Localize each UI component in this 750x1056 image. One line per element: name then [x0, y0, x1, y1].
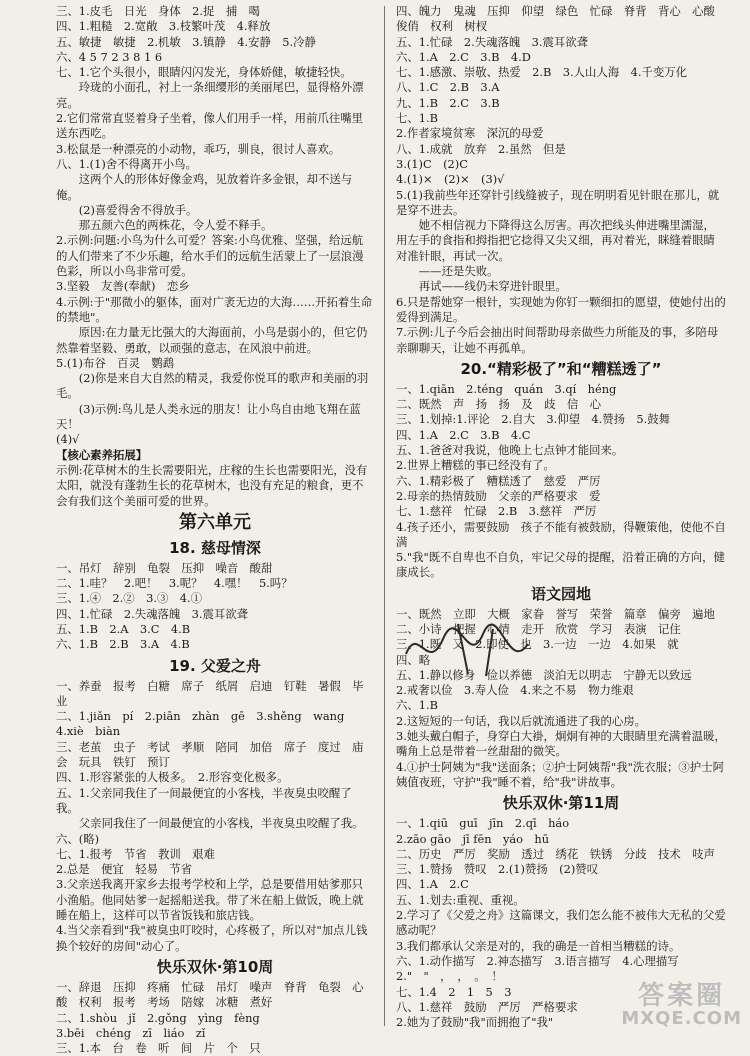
unit-title: 第六单元: [179, 511, 251, 533]
answer-line: 一、1.qiān 2.téng quán 3.qí héng: [396, 381, 617, 396]
lesson-20-answers: [396, 382, 726, 581]
answer-line: 4.示例:于"那微小的躯体，面对广袤无边的大海……开拓着生命的禁地"。: [56, 294, 373, 324]
answer-line: 2.世界上糟糕的事已经没有了。: [396, 458, 555, 473]
answer-line: 2." " ， ， 。 ！: [396, 969, 503, 984]
answer-line: (2)你是来自大自然的精灵，我爱你悦耳的歌声和美丽的羽毛。: [56, 371, 369, 401]
answer-line: 2.这短短的一句话，我以后就流通进了我的心房。: [396, 713, 647, 728]
answer-line: 3.bēi chéng zī liáo zǐ: [56, 1025, 206, 1040]
answer-line: 2.母亲的热情鼓励 父亲的严格要求 爱: [396, 488, 601, 503]
answer-line: 2.她为了鼓励"我"而拥抱了"我": [396, 1015, 554, 1030]
answer-line: 2.作者家境贫寒 深沉的母爱: [396, 126, 544, 141]
answer-line: 那五颜六色的两株花，令人爱不释手。: [56, 218, 273, 233]
lesson-18-answers: [56, 561, 374, 653]
answer-line: 7.示例:儿子今后会抽出时间帮助母亲做些力所能及的事，多陪母亲聊聊天，让她不再孤单。: [396, 325, 719, 355]
answer-line: 四、1.忙碌 2.失魂落魄 3.震耳欲聋: [56, 606, 249, 621]
answer-line: 五、1.划去:重视、重视。: [396, 892, 525, 907]
lesson-18-title: 18. 慈母情深: [169, 538, 261, 557]
answer-line: (4)√: [56, 432, 80, 447]
answer-line: 再试——线仍未穿进针眼里。: [396, 279, 567, 294]
answer-line: 3.松鼠是一种漂亮的小动物，乖巧，驯良，很讨人喜欢。: [56, 141, 341, 156]
answer-line: 3.(1)C (2)C: [396, 156, 468, 171]
answer-line: 3.她头戴白帽子，身穿白大褂，炯炯有神的大眼睛里充满着温暖，嘴角上总是带着一丝甜甜的微笑。: [396, 729, 726, 759]
answer-line: 4.(1)× (2)× (3)√: [396, 172, 505, 187]
answer-line: 一、辞退 压抑 疼痛 忙碌 吊灯 噪声 脊背 龟裂 心酸 权利 报考 考场 陪嫁 冰糖 煮好: [56, 979, 364, 1010]
answer-line: 2.总是 便宜 轻易 节省: [56, 862, 193, 877]
lesson-19-title: 19. 父爱之舟: [169, 656, 261, 675]
answer-line: 2.学习了《父爱之舟》这篇课文，我们怎么能不被伟大无私的父爱感动呢？: [396, 908, 726, 938]
answer-line: 5."我"既不自卑也不自负，牢记父母的提醒，沿着正确的方向，健康成长。: [396, 550, 725, 580]
answer-line: 八、1.慈祥 鼓励 严厉 严格要求: [396, 999, 578, 1014]
answer-line: 三、1.划掉:1.评论 2.自大 3.仰望 4.赞扬 5.鼓舞: [396, 412, 671, 427]
right-column: [396, 4, 726, 1030]
answer-line: 三、1.本 台 卷 听 间 片 个 只: [56, 1041, 261, 1056]
watermark-logo: [621, 980, 742, 1029]
answer-line: 四、1.A 2.C 3.B 4.C: [396, 427, 531, 442]
answer-line: 六、1.精彩极了 糟糕透了 慈爱 严厉: [396, 473, 601, 488]
answer-line: 六、(略): [56, 831, 100, 846]
answer-line: 六、1.B: [396, 698, 439, 713]
answer-line: 5.(1)我前些年还穿针引线缝被子，现在明明看见针眼在那儿，就是穿不进去。: [396, 187, 720, 217]
answer-line: 四、略: [396, 652, 431, 667]
answer-line: 二、小诗 把握 心情 走开 欣赏 学习 表演 记住: [396, 621, 681, 636]
answer-line: 示例:花草树木的生长需要阳光，庄稼的生长也需要阳光，没有太阳，就没有蓬勃生长的花草树木，也没有充足的粮食，更不会有我们这个美丽可爱的世界。: [56, 462, 368, 508]
answer-line: 三、1.皮毛 日光 身体 2.捉 捕 喝: [56, 4, 260, 18]
answer-line: 二、既然 声 扬 扬 及 歧 信 心: [396, 397, 602, 412]
answer-line: 这两个人的形体好像金鸡，见放着许多金银，却不送与俺。: [56, 172, 353, 202]
answer-line: 七、1.感激、崇敬、热爱 2.B 3.人山人海 4.千变万化: [396, 65, 688, 80]
answer-line: 五、1.父亲同我住了一间最便宜的小客栈，半夜臭虫咬醒了我。: [56, 785, 352, 815]
answer-line: 一、既然 立即 大概 家眷 誉写 荣誉 篇章 偏旁 遍地: [396, 606, 715, 621]
answer-line: 七、1.B: [396, 111, 439, 126]
answer-line: 四、1.A 2.C: [396, 877, 469, 892]
answer-line: 2.它们常常直竖着身子坐着，像人们用手一样，用前爪往嘴里送东西吃。: [56, 111, 364, 141]
answer-line: 玲珑的小面孔，衬上一条细缨形的美丽尾巴，显得格外漂亮。: [56, 80, 364, 110]
core-literacy-body: [56, 463, 374, 509]
answer-line: ——还是失败。: [396, 264, 499, 279]
week-11-title: 快乐双休·第11周: [502, 794, 620, 813]
answer-line: 5.(1)布谷 百灵 鹦鹉: [56, 355, 175, 370]
answer-line: 二、1.哇？ 2.吧！ 3.呢？ 4.嘿！ 5.吗？: [56, 576, 293, 591]
handwritten-scribble: [398, 614, 548, 684]
answer-line: 她不相信视力下降得这么厉害。再次把线头伸进嘴里濡湿，用左手的食指和拇指把它捻得又尖又细，再对着光，眯缝着眼睛对准针眼，再试一次。: [396, 218, 715, 263]
answer-line: 4.①护士阿姨为"我"送面条；②护士阿姨帮"我"洗衣服；③护士阿姨值夜班，守护"我"睡不着，给"我"讲故事。: [396, 759, 724, 789]
week-10-answers: [56, 980, 374, 1056]
answer-line: 四、魄力 鬼魂 压抑 仰望 绿色 忙碌 脊背 背心 心酸 俊俏 权利 树杈: [396, 4, 727, 34]
answer-line: 4.当父亲看到"我"被臭虫叮咬时，心疼极了，所以对"加点儿钱换个较好的房间"动心了。: [56, 923, 368, 953]
answer-line: 三、1.既 又 2.即使 也 3.一边 一边 4.如果 就: [396, 637, 679, 652]
answer-line: 五、1.B 2.A 3.C 4.B: [56, 621, 191, 636]
answer-line: 二、1.jiǎn pí 2.piān zhàn gē 3.shěng wang: [56, 709, 345, 724]
answer-line: 七、1.报考 节省 教训 艰难: [56, 846, 215, 861]
answer-line: 六、1.动作描写 2.神态描写 3.语言描写 4.心理描写: [396, 953, 679, 968]
watermark-text: 答案圈: [638, 980, 726, 1011]
week-10-title: 快乐双休·第10周: [156, 957, 274, 976]
column-divider: [384, 6, 385, 1026]
answer-line: 原因:在力量无比强大的大海面前，小鸟是弱小的，但它仍然靠着坚毅、勇敢，以顽强的意志，在风浪中前进。: [56, 325, 368, 355]
answer-line: 3.我们都承认父亲是对的，我的确是一首相当糟糕的诗。: [396, 938, 681, 953]
answer-line: 4.xiè biàn: [56, 724, 121, 739]
answer-line: 二、1.shòu jǐ 2.gǒng yìng fèng: [56, 1010, 260, 1025]
answer-line: 4.孩子还小，需要鼓励 孩子不能有被鼓励，得鞭策他，使他不自满: [396, 519, 726, 549]
answer-line: 三、老茧 虫子 考试 孝顺 陪同 加倍 席子 度过 庙会 玩具 铁钉 预订: [56, 739, 364, 770]
answer-line: 三、1.赞扬 赞叹 2.(1)赞扬 (2)赞叹: [396, 862, 599, 877]
answer-line: 3.坚毅 友善(奉献) 恋乡: [56, 279, 190, 294]
answer-block: [56, 4, 374, 448]
answer-line: 2.戒奢以俭 3.寿人俭 4.来之不易 物力维艰: [396, 683, 634, 698]
answer-line: 八、1.(1)舍不得离开小鸟。: [56, 156, 197, 171]
answer-line: 一、养蚕 报考 白糖 席子 纸屑 启迪 钉鞋 暑假 毕业: [56, 678, 364, 708]
answer-line: 九、1.B 2.C 3.B: [396, 95, 500, 110]
yuwen-garden-title: 语文园地: [530, 584, 591, 603]
answer-line: 四、1.粗糙 2.宽敞 3.枝繁叶茂 4.释放: [56, 19, 271, 34]
answer-line: 2.zāo gāo jī fēn yáo hū: [396, 831, 550, 846]
answer-line: 6.只是帮她穿一根针，实现她为你钉一颗细扣的愿望，使她付出的爱得到满足。: [396, 294, 726, 324]
lesson-20-title: 20.“精彩极了”和“糟糕透了”: [460, 359, 662, 378]
answer-line: (2)喜爱得舍不得放手。: [56, 202, 198, 217]
answer-line: 一、吊灯 辞别 龟裂 压抑 噪音 酸甜: [56, 560, 273, 575]
answer-line: 六、1.A 2.C 3.B 4.D: [396, 49, 531, 64]
answer-line: 六、1.B 2.B 3.A 4.B: [56, 637, 190, 652]
answer-line: 七、1.4 2 1 5 3: [396, 984, 512, 999]
answer-line: 2.示例:问题:小鸟为什么可爱？答案:小鸟优雅、坚强，给远航的人们带来了不少乐趣，给水手们的远航生活蒙上了一层浪漫色彩，所以小鸟非常可爱。: [56, 233, 364, 279]
answer-line: 七、1.慈祥 忙碌 2.B 3.慈祥 严厉: [396, 504, 597, 519]
answer-line: 五、敏捷 敏捷 2.机敏 3.镇静 4.安静 5.冷静: [56, 34, 316, 49]
core-literacy-heading: 【核心素养拓展】: [56, 447, 148, 462]
answer-line: (3)示例:鸟儿是人类永远的朋友！让小鸟自由地飞翔在蓝天！: [56, 401, 361, 432]
left-column: [56, 4, 374, 1056]
answer-line: 五、1.静以修身 俭以养德 淡泊无以明志 宁静无以致远: [396, 667, 692, 682]
answer-line: 七、1.它个头很小，眼睛闪闪发光，身体娇健，敏捷轻快。: [56, 65, 352, 80]
answer-line: 五、1.爸爸对我说，他晚上七点钟才能回来。: [396, 443, 624, 458]
answer-line: 八、1.C 2.B 3.A: [396, 80, 500, 95]
answer-line: 四、1.形容紧张的人极多。 2.形容变化极多。: [56, 770, 289, 785]
answer-line: 五、1.忙碌 2.失魂落魄 3.震耳欲聋: [396, 34, 589, 49]
answer-line: 八、1.成就 放弃 2.虽然 但是: [396, 141, 566, 156]
answer-line: 三、1.④ 2.② 3.③ 4.①: [56, 591, 202, 606]
answer-block: [396, 4, 726, 356]
answer-line: 父亲同我住了一间最便宜的小客栈，半夜臭虫咬醒了我。: [56, 816, 364, 831]
lesson-19-answers: [56, 679, 374, 954]
answer-line: 二、历史 严厉 奖励 透过 绣花 铁锈 分歧 技术 吱声: [396, 846, 715, 861]
watermark-url: MXQE.COM: [621, 1007, 742, 1029]
answer-line: 一、1.qiū guī jīn 2.qī háo: [396, 816, 570, 831]
answer-line: 3.父亲送我离开家乡去报考学校和上学，总是要借用姑爹那只小渔船。他同姑爹一起摇船送我。带了米在船上做饭，晚上就睡在船上，这样可以节省饭钱和旅店钱。: [56, 877, 364, 923]
answer-line: 六、4 5 7 2 3 8 1 6: [56, 49, 163, 64]
